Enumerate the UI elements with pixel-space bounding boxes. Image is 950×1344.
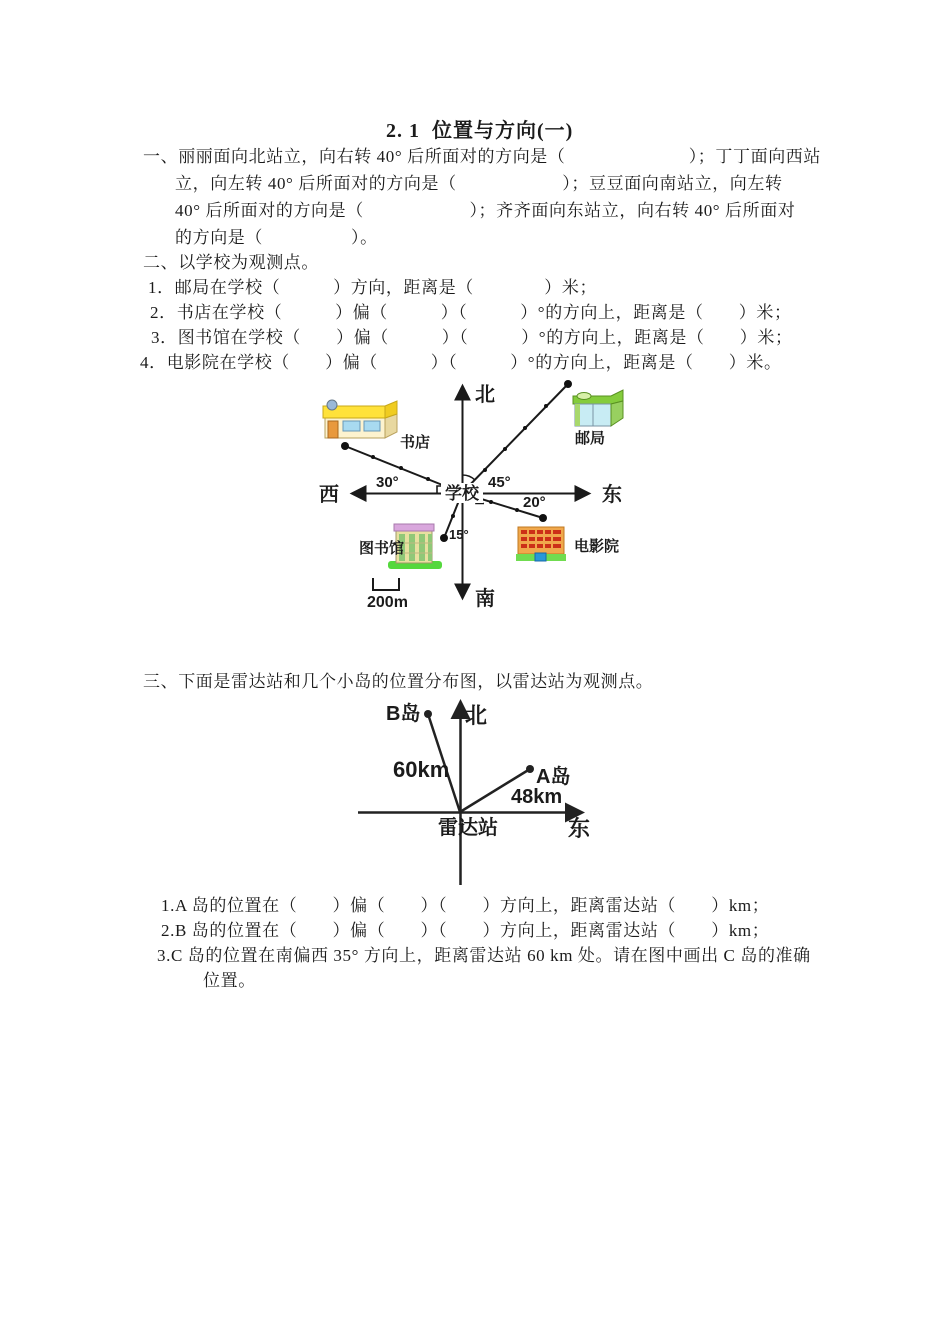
q2-item-1: 1．邮局在学校（ ）方向，距离是（ ）米；: [148, 278, 598, 297]
radar-map-svg: [353, 693, 603, 893]
cinema-icon: [516, 527, 566, 561]
scale-marker: [367, 578, 408, 611]
scale-label: 200m: [367, 594, 408, 611]
north-label: 北: [475, 384, 495, 406]
angle-15-label: 15°: [449, 527, 469, 542]
cinema-label: 电影院: [574, 538, 620, 555]
post-office-label: 邮局: [575, 430, 606, 447]
east-label: 东: [602, 484, 622, 506]
q2-item-4: 4．电影院在学校（ ）偏（ ）（ ）°的方向上，距离是（ ）米。: [140, 353, 782, 372]
island-a-label: A岛: [536, 766, 571, 788]
post-office-icon: [573, 390, 623, 426]
island-b-label: B岛: [386, 703, 421, 725]
q1-line-2: 立，向左转 40° 后所面对的方向是（ ）；豆豆面向南站立，向左转: [175, 174, 783, 193]
angle-30-label: 30°: [376, 474, 399, 491]
radar-north-label: 北: [465, 703, 488, 728]
distance-b-label: 60km: [393, 757, 450, 782]
q2-item-3: 3．图书馆在学校（ ）偏（ ）（ ）°的方向上，距离是（ ）米；: [151, 328, 793, 347]
q2-item-2: 2．书店在学校（ ）偏（ ）（ ）°的方向上，距离是（ ）米；: [150, 303, 792, 322]
school-label: 学校: [445, 484, 479, 503]
bookstore-icon: [323, 400, 397, 438]
angle-45-label: 45°: [488, 474, 511, 491]
q3-item-3: 3.C 岛的位置在南偏西 35° 方向上，距离雷达站 60 km 处。请在图中画出 C 岛的准确: [157, 946, 811, 965]
distance-a-label: 48km: [511, 786, 563, 808]
radar-east-label: 东: [568, 816, 591, 841]
q3-item-2: 2.B 岛的位置在（ ）偏（ ）（ ）方向上，距离雷达站（ ）km；: [161, 921, 770, 940]
page-title: 2. 1 位置与方向(一): [386, 120, 574, 142]
radar-station-label: 雷达站: [438, 817, 498, 839]
q3-item-1: 1.A 岛的位置在（ ）偏（ ）（ ）方向上，距离雷达站（ ）km；: [161, 896, 770, 915]
angle-20-label: 20°: [523, 494, 546, 511]
radar-map-diagram: [353, 693, 603, 893]
q2-heading: 二、以学校为观测点。: [143, 253, 319, 272]
q1-line-3: 40° 后所面对的方向是（ ）；齐齐面向东站立，向右转 40° 后所面对: [175, 201, 796, 220]
q1-line-4: 的方向是（ ）。: [175, 228, 378, 247]
q3-heading: 三、下面是雷达站和几个小岛的位置分布图，以雷达站为观测点。: [143, 672, 654, 691]
q3-item-3-cont: 位置。: [203, 971, 256, 990]
bookstore-label: 书店: [400, 434, 431, 451]
bearing-lines: [341, 380, 572, 542]
school-map-diagram: [315, 375, 635, 620]
south-label: 南: [475, 588, 495, 610]
q1-line-1: 一、丽丽面向北站立，向右转 40° 后所面对的方向是（ ）；丁丁面向西站: [143, 147, 821, 166]
west-label: 西: [319, 484, 339, 506]
library-label: 图书馆: [359, 540, 405, 557]
school-map-svg: [315, 375, 635, 620]
